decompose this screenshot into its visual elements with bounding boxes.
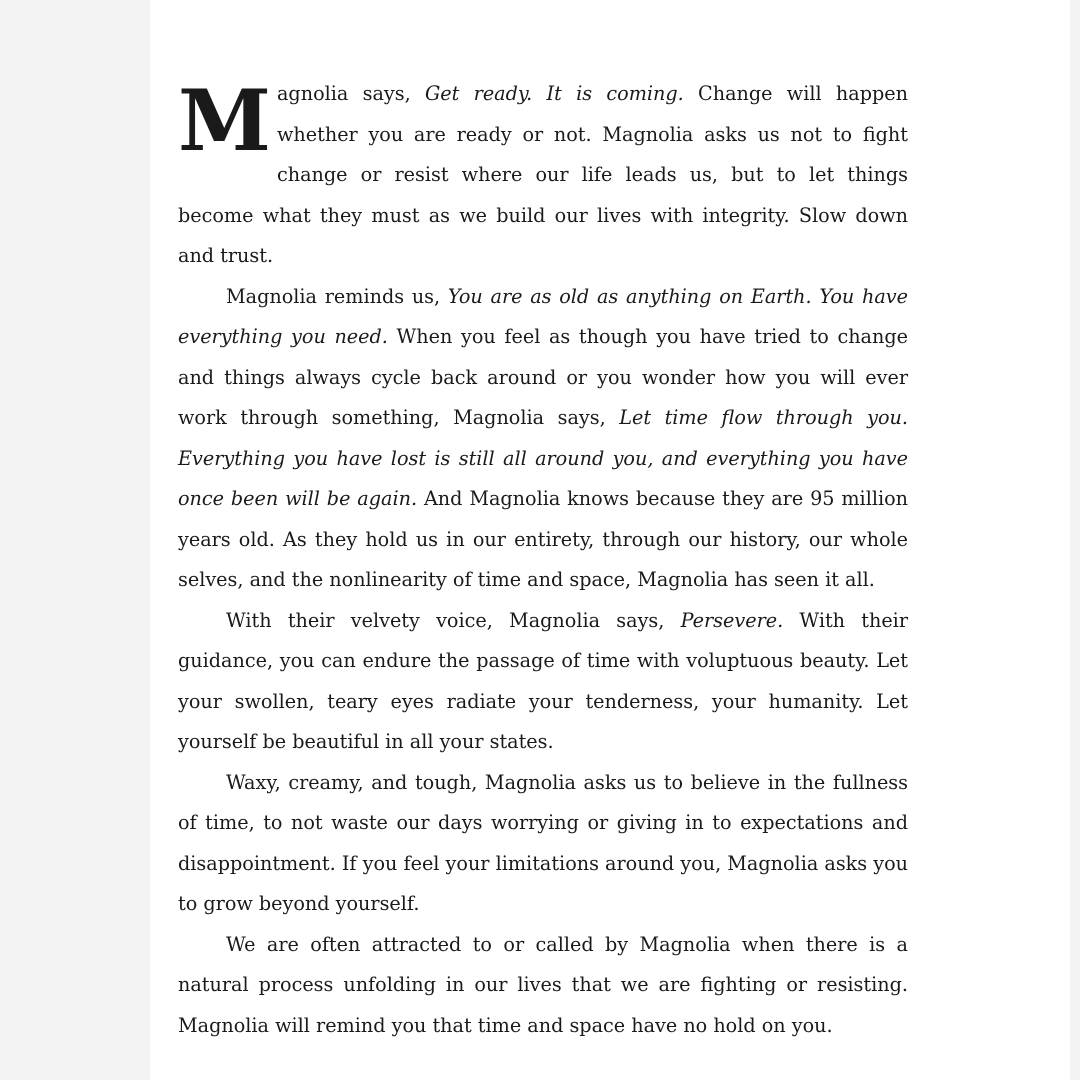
paragraph-2-segment-5: And Magnolia knows because they are 95 million years old. As they hold us in our entirety, through our history, our whole selves, and the nonlinearity of time and space, Magnolia has seen it all. bbox=[178, 487, 909, 591]
paragraph-2-segment-1: Magnolia reminds us, bbox=[226, 284, 448, 308]
paragraph-1-segment-2: Get ready. It is coming. bbox=[424, 82, 684, 105]
paragraph-3 bbox=[178, 601, 908, 763]
paragraph-3-segment-1: With their velvety voice, Magnolia says, bbox=[226, 608, 681, 632]
paragraph-2-segment-4: Let time flow through you. Everything you have lost is still all around you, and everything you have once been will be again. bbox=[178, 406, 909, 510]
paragraph-3-segment-2: Persevere. bbox=[680, 608, 784, 632]
paragraph-4 bbox=[178, 763, 908, 925]
paragraph-4-segment-1: Waxy, creamy, and tough, Magnolia asks us to believe in the fullness of time, to not waste our days worrying or giving in to expectations and disappointment. If you feel your limitations around you, Magnolia asks you to grow beyond yourself. bbox=[178, 770, 908, 915]
paragraph-1-segment-3: Change will happen whether you are ready or not. Magnolia asks us not to fight change or resist where our life leads us, but to let things become what they must as we build our lives with integrity. Slow down and trust. bbox=[178, 82, 908, 267]
paragraph-5 bbox=[178, 925, 908, 1047]
paragraph-2-segment-3: When you feel as though you have tried to change and things always cycle back around or you wonder how you will ever work through something, Magnolia says, bbox=[178, 325, 908, 429]
paragraph-2 bbox=[178, 277, 908, 601]
body-text bbox=[178, 71, 909, 1046]
drop-cap: M bbox=[178, 71, 271, 170]
paragraph-3-segment-3: With their guidance, you can endure the passage of time with voluptuous beauty. Let your swollen, teary eyes radiate your tenderness, your humanity. Let yourself be beautiful in all your states. bbox=[178, 608, 908, 753]
paragraph-1-segment-1: agnolia says, bbox=[276, 82, 425, 105]
paragraph-1 bbox=[178, 71, 908, 277]
paragraph-2-segment-2: You are as old as anything on Earth. You have everything you need. bbox=[178, 284, 908, 348]
paragraph-5-segment-1: We are often attracted to or called by Magnolia when there is a natural process unfolding in our lives that we are fighting or resisting. Magnolia will remind you that time and space have no hold on you. bbox=[178, 932, 908, 1037]
